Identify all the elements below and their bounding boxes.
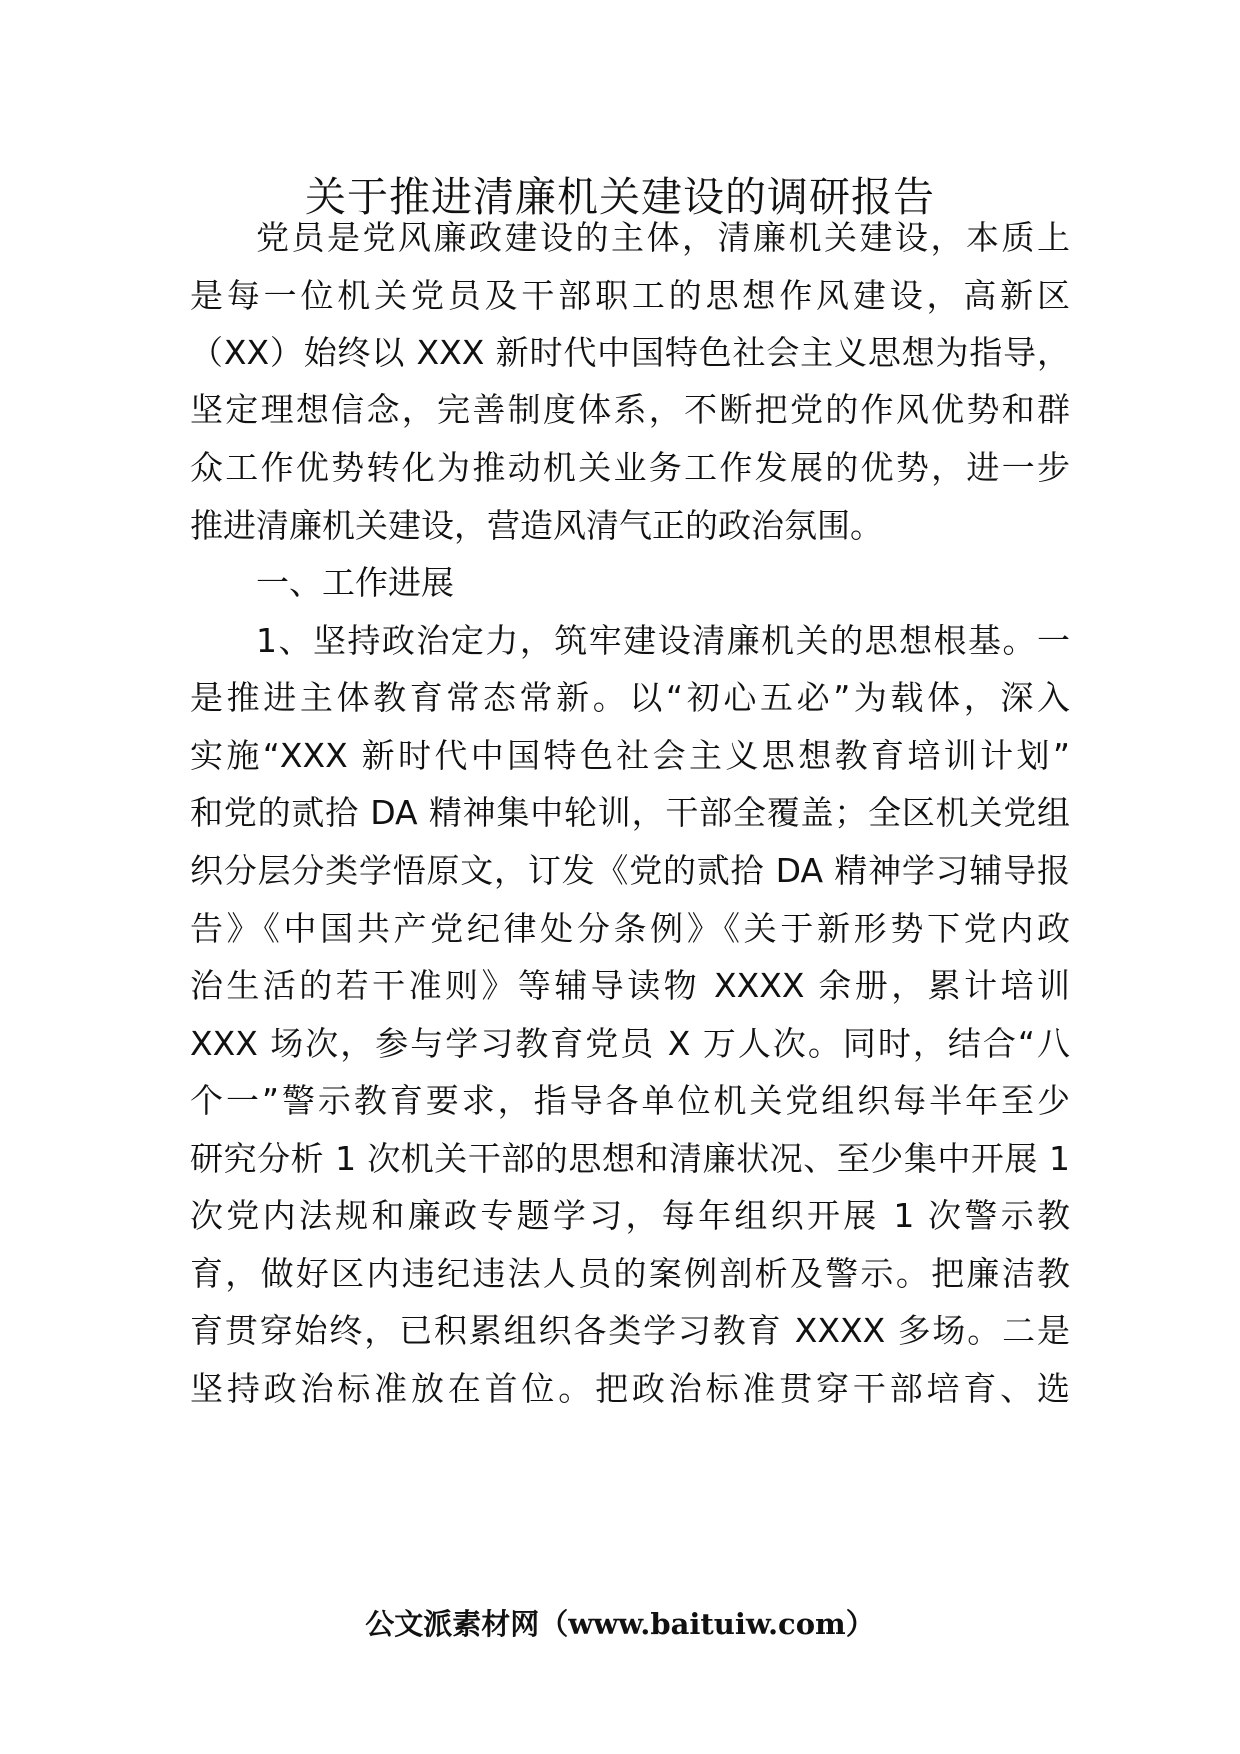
document-title: 关于推进清廉机关建设的调研报告 (305, 173, 935, 221)
paragraph-line: （XX）始终以 XXX 新时代中国特色社会主义思想为指导， (190, 333, 1070, 372)
paragraph-line: 育，做好区内违纪违法人员的案例剖析及警示。把廉洁教 (190, 1254, 1070, 1293)
paragraph-line: 研究分析 1 次机关干部的思想和清廉状况、至少集中开展 1 (190, 1139, 1070, 1178)
footer-watermark: 公文派素材网（www.baituiw.com） (365, 1607, 875, 1641)
paragraph-line: 次党内法规和廉政专题学习，每年组织开展 1 次警示教 (190, 1196, 1070, 1235)
paragraph-line: 坚定理想信念，完善制度体系，不断把党的作风优势和群 (190, 390, 1070, 429)
paragraph-line: 治生活的若干准则》等辅导读物 XXXX 余册，累计培训 (190, 966, 1070, 1005)
paragraph-line: 是推进主体教育常态常新。以“初心五必”为载体，深入 (190, 678, 1070, 717)
paragraph-line: 育贯穿始终，已积累组织各类学习教育 XXXX 多场。二是 (190, 1311, 1070, 1350)
paragraph-line: 党员是党风廉政建设的主体，清廉机关建设，本质上 (256, 218, 1070, 257)
paragraph-line: 织分层分类学悟原文，订发《党的贰拾 DA 精神学习辅导报 (190, 851, 1070, 890)
paragraph-line: 告》《中国共产党纪律处分条例》《关于新形势下党内政 (190, 909, 1070, 948)
paragraph-line: 推进清廉机关建设，营造风清气正的政治氛围。 (190, 506, 883, 545)
paragraph-line: 个一”警示教育要求，指导各单位机关党组织每半年至少 (190, 1081, 1070, 1120)
paragraph-line: 1、坚持政治定力，筑牢建设清廉机关的思想根基。一 (256, 621, 1070, 660)
paragraph-line: 众工作优势转化为推动机关业务工作发展的优势，进一步 (190, 448, 1070, 487)
paragraph-line: 是每一位机关党员及干部职工的思想作风建设，高新区 (190, 276, 1070, 315)
paragraph-line: 和党的贰拾 DA 精神集中轮训，干部全覆盖；全区机关党组 (190, 793, 1070, 832)
paragraph-line: 实施“XXX 新时代中国特色社会主义思想教育培训计划” (190, 736, 1070, 775)
paragraph-line: XXX 场次，参与学习教育党员 X 万人次。同时，结合“八 (190, 1024, 1070, 1063)
section-heading: 一、工作进展 (256, 563, 454, 602)
paragraph-line: 坚持政治标准放在首位。把政治标准贯穿干部培育、选 (190, 1369, 1070, 1408)
